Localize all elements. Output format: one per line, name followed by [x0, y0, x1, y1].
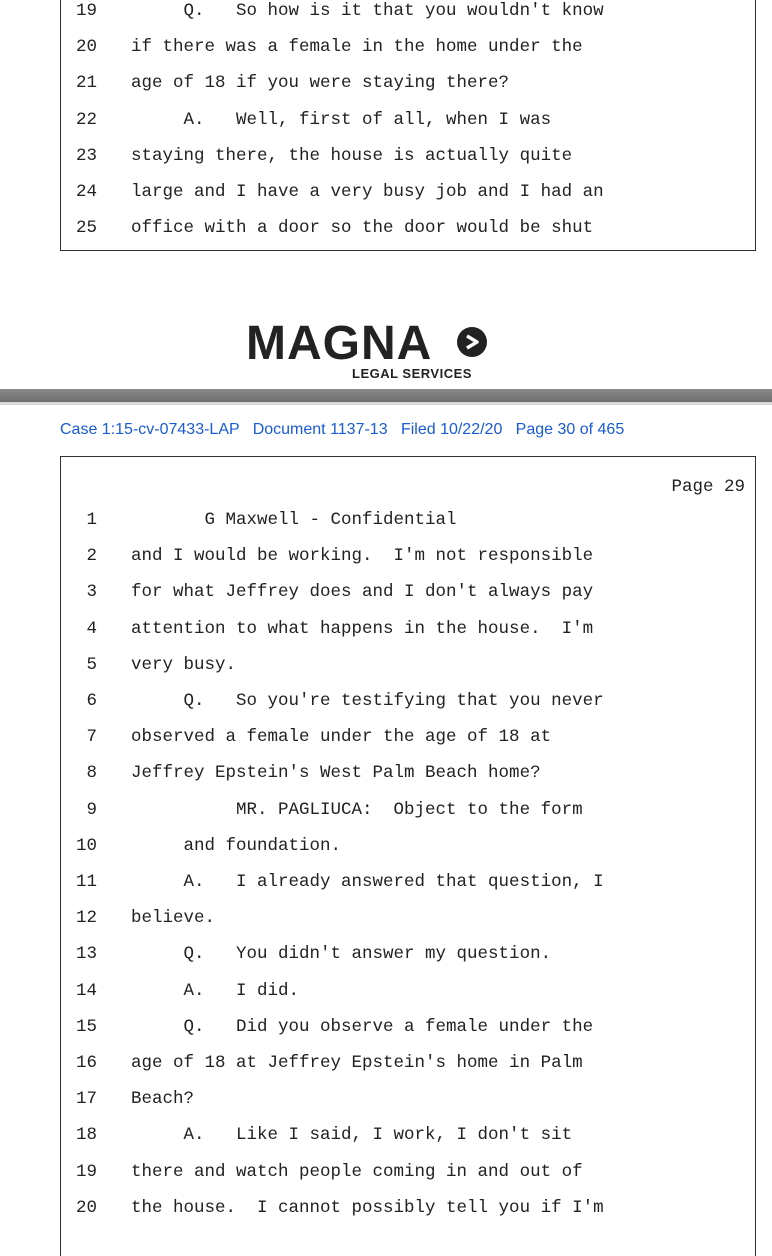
line-number: 14 [75, 980, 97, 1001]
line-number: 7 [86, 727, 97, 748]
line-text: Q. Did you observe a female under the [131, 1016, 594, 1037]
line-number: 17 [75, 1089, 97, 1110]
line-number: 8 [86, 763, 97, 784]
line-text: Q. You didn't answer my question. [131, 944, 552, 965]
line-number: 16 [75, 1053, 97, 1073]
line-text: age of 18 if you were staying there? [131, 73, 510, 94]
line-text: and I would be working. I'm not responsible [131, 546, 594, 567]
line-text: the house. I cannot possibly tell you if I'm [131, 1197, 604, 1218]
line-number: 20 [75, 1197, 97, 1218]
line-number: 11 [75, 872, 97, 892]
line-number: 5 [86, 654, 97, 675]
line-text: Jeffrey Epstein's West Palm Beach home? [131, 763, 541, 784]
divider-shadow [0, 402, 772, 405]
line-number: 18 [75, 1125, 97, 1146]
line-text: attention to what happens in the house. I'm [131, 618, 594, 639]
page-label: Page 29 [671, 477, 745, 497]
transcript-page-bottom [60, 456, 756, 1256]
transcript-page-top [60, 0, 756, 251]
line-number: 13 [75, 944, 97, 965]
line-text: believe. [131, 908, 216, 929]
line-number: 22 [75, 109, 97, 130]
line-text: Q. So you're testifying that you never [131, 691, 604, 711]
logo-text: MAGNA [246, 317, 433, 370]
line-text: large and I have a very busy job and I had an [131, 182, 604, 202]
line-number: 19 [75, 1, 97, 21]
magna-logo [246, 318, 496, 384]
line-number: 21 [75, 73, 97, 94]
logo-subtext: LEGAL SERVICES [352, 366, 472, 381]
line-text: A. I already answered that question, I [131, 872, 604, 892]
line-text: Beach? [131, 1089, 195, 1110]
case-header: Case 1:15-cv-07433-LAP Document 1137-13 Filed 10/22/20 Page 30 of 465 [60, 421, 625, 438]
line-number: 12 [75, 908, 97, 929]
line-text: A. Well, first of all, when I was [131, 109, 552, 130]
line-text: observed a female under the age of 18 at [131, 727, 552, 748]
line-text: very busy. [131, 654, 237, 675]
line-text: there and watch people coming in and out of [131, 1161, 583, 1182]
line-text: Q. So how is it that you wouldn't know [131, 1, 604, 21]
line-text: and foundation. [131, 835, 342, 856]
line-number: 19 [75, 1161, 97, 1182]
line-text: for what Jeffrey does and I don't always pay [131, 582, 594, 603]
divider-bar [0, 389, 772, 402]
line-text: if there was a female in the home under the [131, 37, 583, 58]
line-number: 23 [75, 145, 97, 166]
line-number: 9 [86, 799, 97, 820]
line-number: 24 [75, 182, 97, 202]
line-number: 15 [75, 1016, 97, 1037]
line-number: 20 [75, 37, 97, 58]
line-text: G Maxwell - Confidential [131, 510, 457, 530]
line-number: 3 [86, 582, 97, 603]
line-text: age of 18 at Jeffrey Epstein's home in Palm [131, 1053, 583, 1073]
chevron-right-circle-icon [456, 326, 488, 358]
line-text: staying there, the house is actually quite [131, 145, 573, 166]
line-number: 25 [75, 218, 97, 239]
line-text: A. Like I said, I work, I don't sit [131, 1125, 573, 1146]
line-number: 4 [86, 618, 97, 639]
line-number: 10 [75, 835, 97, 856]
line-text: office with a door so the door would be shut [131, 218, 594, 239]
line-text: A. I did. [131, 980, 300, 1001]
line-number: 2 [86, 546, 97, 567]
line-text: MR. PAGLIUCA: Object to the form [131, 799, 583, 820]
line-number: 6 [86, 691, 97, 711]
line-number: 1 [86, 510, 97, 530]
